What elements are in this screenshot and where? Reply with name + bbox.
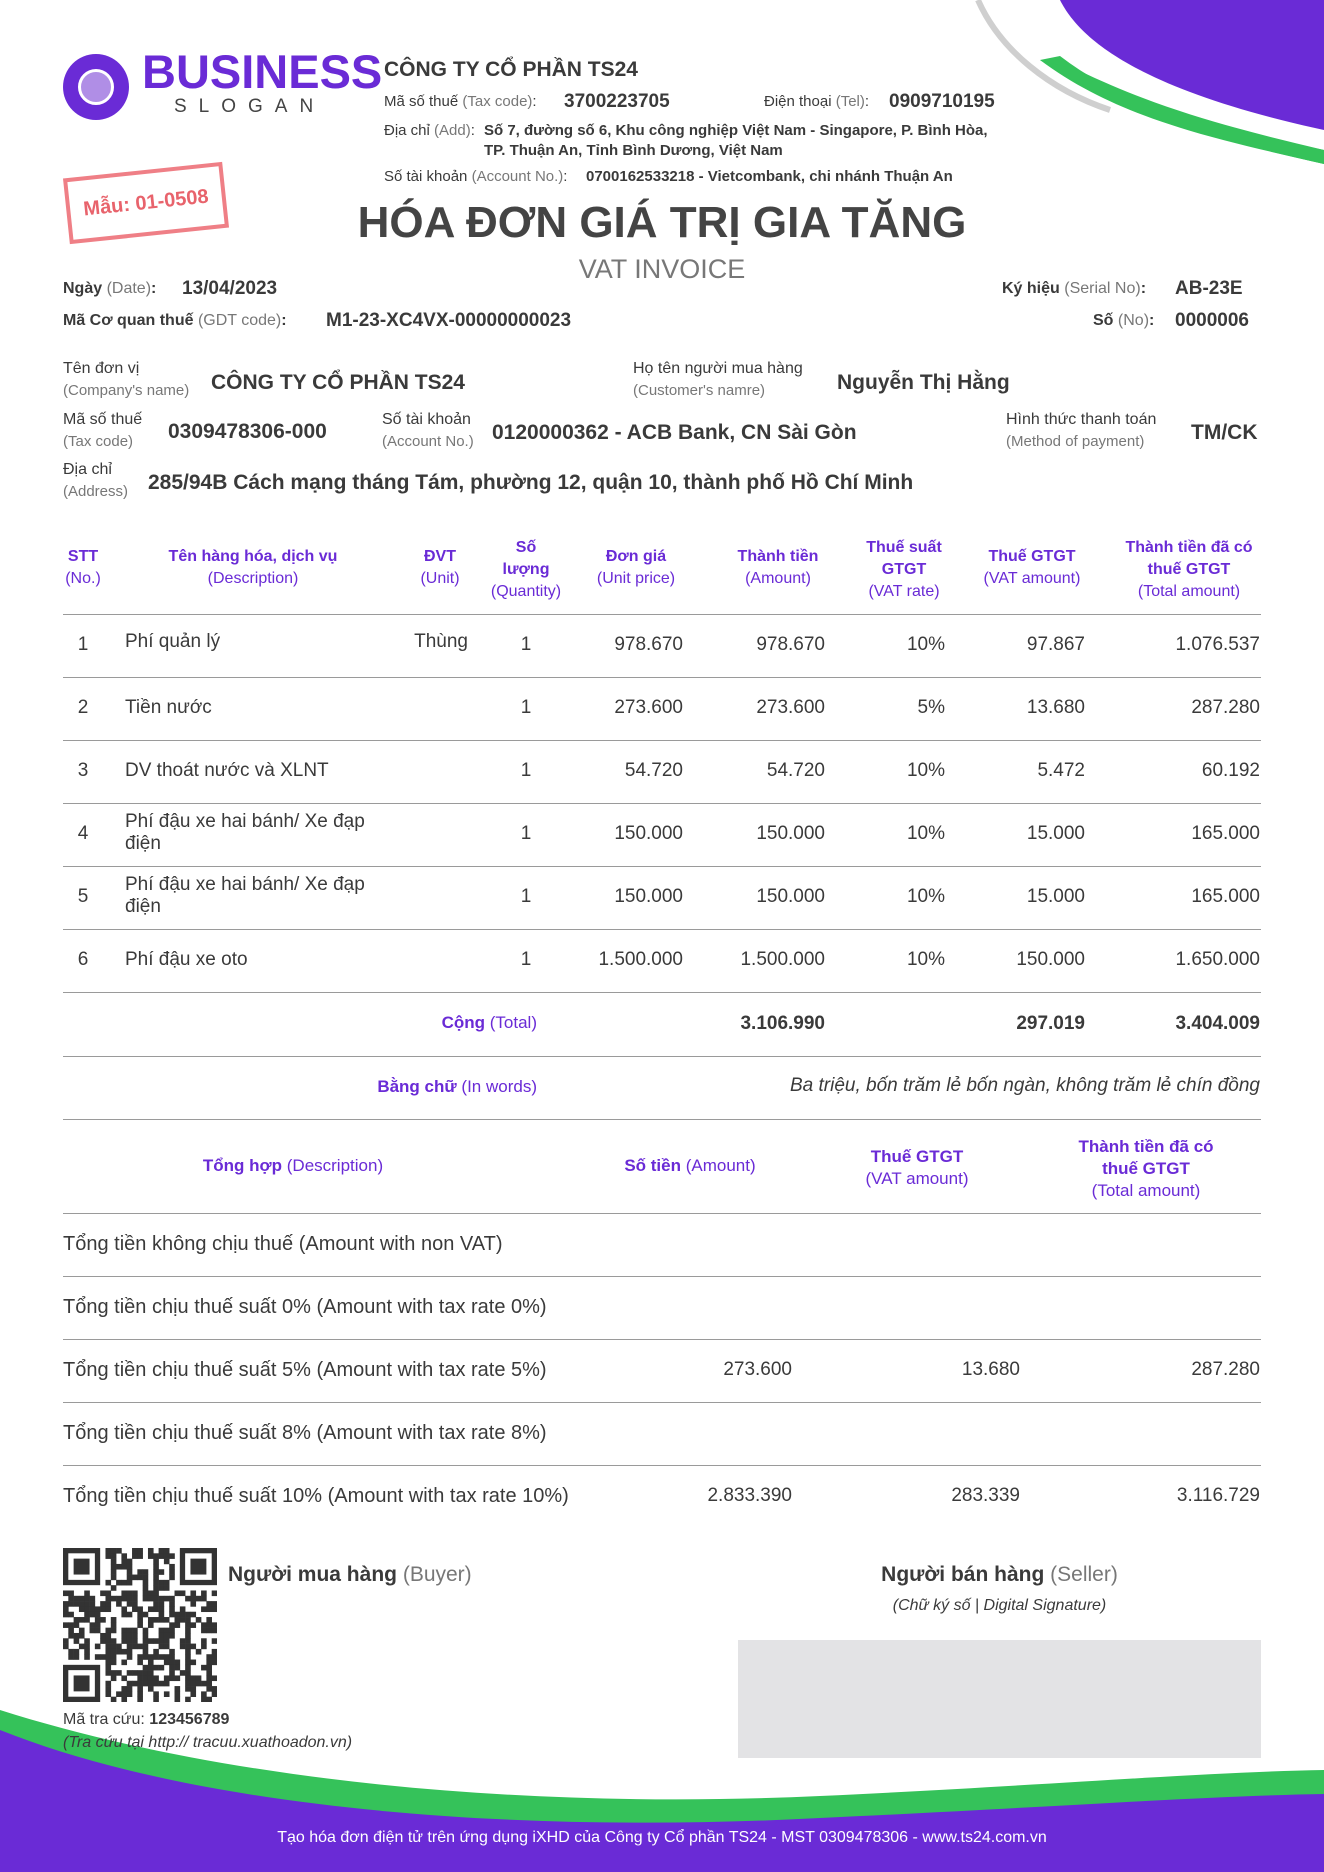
customer-label-en: (Customer's namre) <box>633 382 766 399</box>
buyer-tax-label: Mã số thuế <box>63 411 143 428</box>
item-total: 60.192 <box>1201 760 1260 781</box>
total-vat: 297.019 <box>1016 1013 1085 1034</box>
total-amount: 3.106.990 <box>740 1013 825 1034</box>
item-vat-amount: 15.000 <box>1026 823 1085 844</box>
sh-vat: Thuế GTGT (VAT amount) <box>865 1147 969 1188</box>
serial-no: AB-23E <box>1175 278 1243 299</box>
seller-signature-title: Người bán hàng (Seller) <box>881 1563 1118 1586</box>
th-vat: Thuế GTGT (VAT amount) <box>983 548 1081 587</box>
qr-code <box>63 1548 217 1702</box>
buyer-account: 0120000362 - ACB Bank, CN Sài Gòn <box>492 421 857 444</box>
item-price: 54.720 <box>624 760 683 781</box>
summary-amount: 2.833.390 <box>707 1485 792 1506</box>
item-amount: 1.500.000 <box>740 949 825 970</box>
item-price: 150.000 <box>614 823 683 844</box>
gdt-label: Mã Cơ quan thuế (GDT code): <box>63 312 287 329</box>
item-amount: 978.670 <box>756 634 825 655</box>
item-amount: 54.720 <box>766 760 825 781</box>
gdt-code: M1-23-XC4VX-00000000023 <box>326 310 572 331</box>
invoice-date: 13/04/2023 <box>182 278 278 299</box>
buyer-addr-label-en: (Address) <box>63 483 129 500</box>
summary-amount: 273.600 <box>723 1359 792 1380</box>
signature-box <box>738 1640 1261 1758</box>
th-amount: Thành tiền (Amount) <box>737 548 819 587</box>
item-vat-rate: 10% <box>906 949 945 970</box>
item-no: 1 <box>77 634 89 655</box>
summary-total: 287.280 <box>1191 1359 1260 1380</box>
rule-item <box>63 677 1261 678</box>
buyer-tax-label-en: (Tax code) <box>63 433 134 450</box>
item-amount: 150.000 <box>756 886 825 907</box>
buyer-company: CÔNG TY CỔ PHẦN TS24 <box>211 371 465 394</box>
th-rate: Thuế suất GTGT (VAT rate) <box>866 539 942 600</box>
buyer-tax-code: 0309478306-000 <box>168 420 327 443</box>
item-vat-amount: 5.472 <box>1037 760 1085 781</box>
item-total: 1.650.000 <box>1175 949 1260 970</box>
item-price: 273.600 <box>614 697 683 718</box>
lookup-url: (Tra cứu tại http:// tracuu.xuathoadon.vn) <box>63 1734 353 1751</box>
item-qty: 1 <box>520 697 532 718</box>
item-no: 5 <box>77 886 89 907</box>
summary-vat: 283.339 <box>951 1485 1020 1506</box>
seller-address-1: Số 7, đường số 6, Khu công nghiệp Việt Nam - Singapore, P. Bình Hòa, <box>484 122 988 139</box>
item-desc: Phí đậu xe hai bánh/ Xe đạp <box>125 874 365 895</box>
payment-label-en: (Method of payment) <box>1006 433 1145 450</box>
item-desc-cont: điện <box>125 833 161 854</box>
date-label: Ngày (Date): <box>63 280 157 297</box>
buyer-company-label-en: (Company's name) <box>63 382 190 399</box>
serial-label: Ký hiệu (Serial No): <box>1002 280 1147 297</box>
item-desc: Tiền nước <box>125 697 212 718</box>
seller-tax-code: 3700223705 <box>564 91 670 112</box>
summary-label: Tổng tiền chịu thuế suất 0% (Amount with tax rate 0%) <box>63 1296 547 1318</box>
total-label: Cộng (Total) <box>441 1013 537 1032</box>
item-price: 1.500.000 <box>598 949 683 970</box>
rule-summary-top <box>63 1213 1261 1214</box>
item-qty: 1 <box>520 886 532 907</box>
no-label: Số (No): <box>1093 312 1155 329</box>
seller-tel: 0909710195 <box>889 91 995 112</box>
item-vat-amount: 13.680 <box>1026 697 1085 718</box>
buyer-acct-label-en: (Account No.) <box>382 433 474 450</box>
seller-addr-label: Địa chỉ (Add): <box>384 122 475 139</box>
seller-address-2: TP. Thuận An, Tỉnh Bình Dương, Việt Nam <box>484 142 783 159</box>
th-qty: Số lượng (Quantity) <box>490 539 562 600</box>
logo-mark <box>63 54 129 120</box>
item-vat-amount: 97.867 <box>1026 634 1085 655</box>
buyer-signature-title: Người mua hàng (Buyer) <box>228 1563 472 1586</box>
item-desc: DV thoát nước và XLNT <box>125 760 329 781</box>
buyer-acct-label: Số tài khoản <box>382 411 471 428</box>
seller-acct-label: Số tài khoản (Account No.): <box>384 168 568 185</box>
th-price: Đơn giá (Unit price) <box>596 548 676 587</box>
logo-brand: BUSINESS <box>142 45 383 98</box>
seller-tax-label: Mã số thuế (Tax code): <box>384 93 537 110</box>
rule-summary <box>63 1339 1261 1340</box>
item-total: 287.280 <box>1191 697 1260 718</box>
rule-summary <box>63 1276 1261 1277</box>
summary-total: 3.116.729 <box>1176 1485 1260 1506</box>
item-vat-rate: 10% <box>906 760 945 781</box>
lookup-code: Mã tra cứu: 123456789 <box>63 1711 230 1728</box>
item-vat-rate: 10% <box>906 823 945 844</box>
item-amount: 273.600 <box>756 697 825 718</box>
item-vat-rate: 10% <box>906 634 945 655</box>
item-price: 978.670 <box>614 634 683 655</box>
th-total: Thành tiền đã có thuế GTGT (Total amount) <box>1125 539 1253 600</box>
summary-label: Tổng tiền chịu thuế suất 8% (Amount with tax rate 8%) <box>63 1422 547 1444</box>
sh-total: Thành tiền đã có thuế GTGT (Total amount) <box>1078 1137 1214 1200</box>
summary-vat: 13.680 <box>961 1359 1020 1380</box>
buyer-company-label: Tên đơn vị <box>63 360 140 377</box>
seller-tel-label: Điện thoại (Tel): <box>764 93 870 110</box>
item-desc: Phí đậu xe oto <box>125 949 248 970</box>
total-grand: 3.404.009 <box>1175 1013 1260 1034</box>
rule-item <box>63 740 1261 741</box>
rule-item <box>63 929 1261 930</box>
item-no: 3 <box>77 760 89 781</box>
th-desc: Tên hàng hóa, dịch vụ (Description) <box>168 548 338 587</box>
sh-desc: Tổng hợp (Description) <box>202 1156 384 1175</box>
item-no: 2 <box>77 697 89 718</box>
item-qty: 1 <box>520 823 532 844</box>
invoice-title: HÓA ĐƠN GIÁ TRỊ GIA TĂNG <box>357 198 967 247</box>
th-unit: ĐVT (Unit) <box>420 548 460 587</box>
item-qty: 1 <box>520 760 532 781</box>
digital-signature-note: (Chữ ký số | Digital Signature) <box>892 1597 1107 1614</box>
rule-summary <box>63 1465 1261 1466</box>
seller-account: 0700162533218 - Vietcombank, chi nhánh Thuận An <box>586 168 953 185</box>
item-total: 165.000 <box>1191 823 1260 844</box>
item-qty: 1 <box>520 634 532 655</box>
sh-amount: Số tiền (Amount) <box>624 1156 756 1175</box>
footer-note: Tạo hóa đơn điện tử trên ứng dụng iXHD của Công ty Cổ phần TS24 - MST 0309478306 - www.ts24.com.vn <box>277 1829 1047 1846</box>
item-desc: Phí quản lý <box>125 631 221 652</box>
item-no: 4 <box>77 823 89 844</box>
seller-name: CÔNG TY CỔ PHẦN TS24 <box>384 58 638 81</box>
invoice-no: 0000006 <box>1175 310 1249 331</box>
buyer-addr-label: Địa chỉ <box>63 461 112 478</box>
item-vat-amount: 150.000 <box>1016 949 1085 970</box>
rule-item <box>63 866 1261 867</box>
buyer-address: 285/94B Cách mạng tháng Tám, phường 12, quận 10, thành phố Hồ Chí Minh <box>148 471 914 494</box>
form-stamp: Mẫu: 01-0508 <box>63 162 229 244</box>
item-no: 6 <box>77 949 89 970</box>
customer-name: Nguyễn Thị Hằng <box>837 371 1010 394</box>
words-label: Bằng chữ (In words) <box>377 1077 537 1096</box>
rule-words <box>63 1119 1261 1120</box>
payment-label: Hình thức thanh toán <box>1006 411 1157 428</box>
item-qty: 1 <box>520 949 532 970</box>
rule-summary <box>63 1402 1261 1403</box>
rule-total <box>63 1056 1261 1057</box>
summary-label: Tổng tiền chịu thuế suất 10% (Amount with tax rate 10%) <box>63 1485 569 1507</box>
summary-label: Tổng tiền chịu thuế suất 5% (Amount with tax rate 5%) <box>63 1359 547 1381</box>
amount-in-words: Ba triệu, bốn trăm lẻ bốn ngàn, không trăm lẻ chín đồng <box>789 1075 1260 1096</box>
item-total: 1.076.537 <box>1175 634 1260 655</box>
rule-item <box>63 803 1261 804</box>
payment-method: TM/CK <box>1191 421 1258 444</box>
item-vat-rate: 10% <box>906 886 945 907</box>
rule-items-top <box>63 614 1261 615</box>
logo-slogan: SLOGAN <box>174 96 326 117</box>
item-desc: Phí đậu xe hai bánh/ Xe đạp <box>125 811 365 832</box>
invoice-subtitle: VAT INVOICE <box>578 254 746 284</box>
customer-label: Họ tên người mua hàng <box>633 360 803 377</box>
item-desc-cont: điện <box>125 896 161 917</box>
item-vat-amount: 15.000 <box>1026 886 1085 907</box>
item-price: 150.000 <box>614 886 683 907</box>
th-no: STT (No.) <box>65 548 101 587</box>
summary-label: Tổng tiền không chịu thuế (Amount with non VAT) <box>63 1233 503 1255</box>
rule-item <box>63 992 1261 993</box>
item-total: 165.000 <box>1191 886 1260 907</box>
item-unit: Thùng <box>414 631 468 652</box>
item-amount: 150.000 <box>756 823 825 844</box>
item-vat-rate: 5% <box>917 697 945 718</box>
